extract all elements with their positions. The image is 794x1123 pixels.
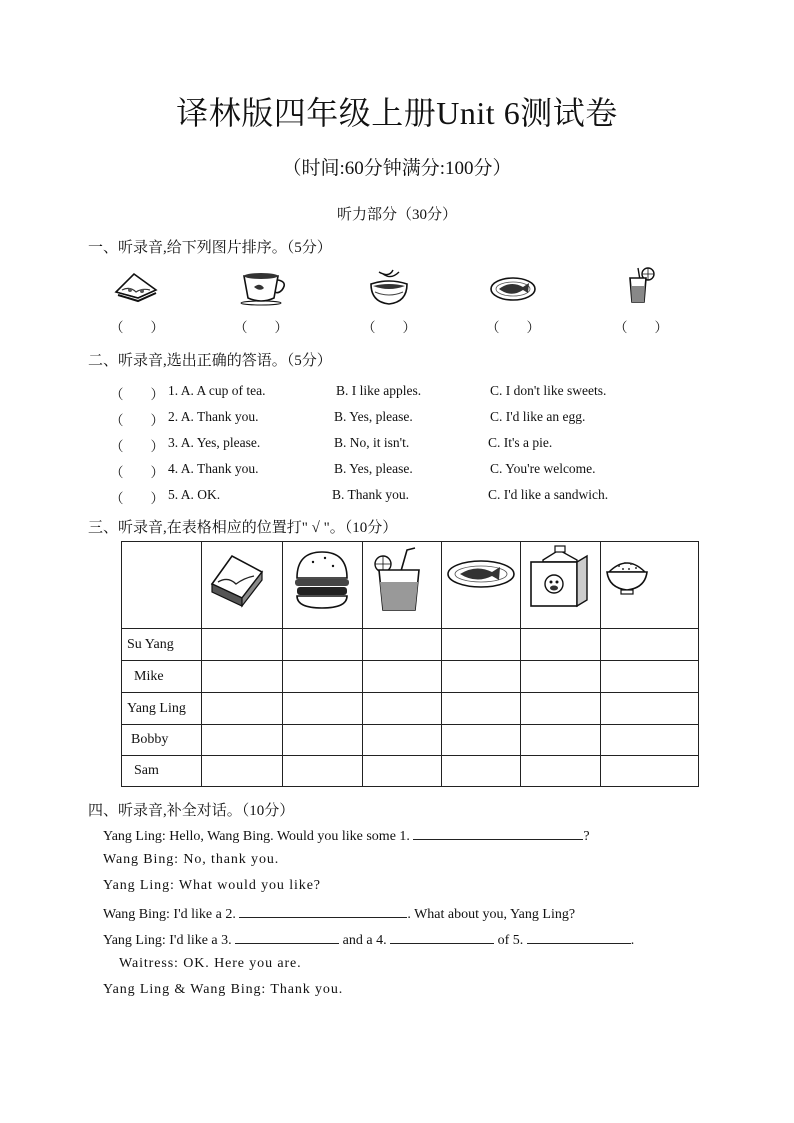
tick-cell[interactable] (363, 756, 442, 787)
food-header-milk (521, 542, 601, 629)
q3-option-c: C. It's a pie. (488, 435, 553, 450)
q3-option-a: 3. A. Yes, please. (168, 435, 261, 450)
answer-bracket-3[interactable]: （ ） (110, 439, 164, 454)
dialogue-text: . What about you, Yang Ling? (407, 907, 576, 922)
q1-option-c: C. I don't like sweets. (490, 383, 607, 398)
dialogue-line-4 (103, 904, 575, 923)
answer-bracket-2[interactable]: （ ） (110, 413, 164, 428)
tick-cell[interactable] (442, 629, 521, 661)
header-blank-cell (122, 542, 202, 629)
q3-option-b: B. No, it isn't. (334, 435, 410, 450)
tick-cell[interactable] (521, 661, 601, 693)
fish-plate-icon (489, 274, 537, 304)
q2-option-a: 2. A. Thank you. (168, 409, 259, 424)
milk-carton-icon (521, 542, 600, 623)
section2-heading: 二、听录音,选出正确的答语。（5分） (88, 353, 332, 369)
food-header-juice (363, 542, 442, 629)
listening-part-title: 听力部分（30分） (336, 207, 457, 223)
blank-1[interactable] (413, 826, 583, 840)
tick-cell[interactable] (521, 756, 601, 787)
tick-cell[interactable] (521, 629, 601, 661)
blank-4[interactable] (390, 930, 494, 944)
dialogue-text: . (630, 933, 635, 948)
q1-option-a: 1. A. A cup of tea. (168, 383, 266, 398)
dialogue-line-6: Waitress: OK. Here you are. (119, 956, 302, 971)
food-header-rice (601, 542, 699, 629)
blank-2[interactable] (239, 904, 407, 918)
student-name: Sam (122, 756, 202, 787)
dialogue-line-5 (103, 930, 634, 949)
tick-cell[interactable] (283, 725, 363, 756)
tick-cell[interactable] (363, 725, 442, 756)
dialogue-line-1 (103, 826, 590, 845)
time-score-info: （时间:60分钟满分:100分） (282, 158, 512, 179)
q5-option-b: B. Thank you. (332, 487, 409, 502)
answer-bracket-4[interactable]: （ ） (110, 465, 164, 480)
picture-order-bracket-2[interactable]: （ ） (234, 320, 288, 335)
fish-plate-icon (442, 542, 520, 623)
q2-option-c: C. I'd like an egg. (490, 409, 586, 424)
dialogue-text: and a 4. (342, 933, 387, 948)
tick-cell[interactable] (202, 725, 283, 756)
juice-glass-icon (626, 266, 656, 306)
tick-cell[interactable] (202, 629, 283, 661)
tick-cell[interactable] (442, 661, 521, 693)
tick-cell[interactable] (202, 661, 283, 693)
food-header-hamburger (283, 542, 363, 629)
q5-option-a: 5. A. OK. (168, 487, 221, 502)
juice-glass-icon (363, 542, 441, 623)
tick-cell[interactable] (283, 661, 363, 693)
q4-option-c: C. You're welcome. (490, 461, 596, 476)
dialogue-text: of 5. (497, 933, 524, 948)
student-name: Su Yang (122, 629, 202, 661)
q1-option-b: B. I like apples. (336, 383, 422, 398)
rice-bowl-icon (601, 542, 698, 623)
tick-cell[interactable] (363, 693, 442, 725)
tick-cell[interactable] (601, 693, 699, 725)
q5-option-c: C. I'd like a sandwich. (488, 487, 609, 502)
q4-option-a: 4. A. Thank you. (168, 461, 259, 476)
tick-cell[interactable] (601, 629, 699, 661)
food-header-sandwich (202, 542, 283, 629)
dialogue-text: Wang Bing: I'd like a 2. (103, 907, 236, 922)
tick-cell[interactable] (601, 756, 699, 787)
dialogue-text: ? (583, 829, 590, 844)
tick-cell[interactable] (283, 693, 363, 725)
dialogue-line-3: Yang Ling: What would you like? (103, 878, 321, 893)
sandwich-icon (112, 268, 160, 304)
tick-cell[interactable] (521, 693, 601, 725)
noodle-bowl-icon (367, 268, 411, 308)
q4-option-b: B. Yes, please. (334, 461, 413, 476)
section4-heading: 四、听录音,补全对话。（10分） (88, 803, 295, 819)
tick-cell[interactable] (202, 693, 283, 725)
tick-cell[interactable] (601, 725, 699, 756)
tick-cell[interactable] (363, 629, 442, 661)
page-title: 译林版四年级上册Unit 6测试卷 (176, 95, 618, 131)
tea-cup-icon (238, 270, 290, 306)
food-header-fish (442, 542, 521, 629)
answer-bracket-1[interactable]: （ ） (110, 387, 164, 402)
student-name: Mike (122, 661, 202, 693)
dialogue-text: Yang Ling: I'd like a 3. (103, 933, 232, 948)
tick-cell[interactable] (363, 661, 442, 693)
food-tick-table (121, 541, 699, 787)
dialogue-line-7: Yang Ling & Wang Bing: Thank you. (103, 982, 344, 997)
tick-cell[interactable] (442, 725, 521, 756)
blank-5[interactable] (527, 930, 631, 944)
dialogue-line-2: Wang Bing: No, thank you. (103, 852, 280, 867)
section3-heading: 三、听录音,在表格相应的位置打" √ "。（10分） (88, 520, 398, 536)
blank-3[interactable] (235, 930, 339, 944)
student-name: Yang Ling (122, 693, 202, 725)
tick-cell[interactable] (202, 756, 283, 787)
q2-option-b: B. Yes, please. (334, 409, 413, 424)
answer-bracket-5[interactable]: （ ） (110, 491, 164, 506)
tick-cell[interactable] (442, 693, 521, 725)
picture-order-bracket-1[interactable]: （ ） (110, 320, 164, 335)
tick-cell[interactable] (283, 629, 363, 661)
tick-cell[interactable] (442, 756, 521, 787)
section1-heading: 一、听录音,给下列图片排序。（5分） (88, 240, 332, 256)
hamburger-icon (283, 542, 362, 623)
sandwich-icon (202, 542, 282, 623)
picture-order-bracket-4[interactable]: （ ） (486, 320, 540, 335)
dialogue-text: Yang Ling: Hello, Wang Bing. Would you like some 1. (103, 829, 410, 844)
picture-order-bracket-3[interactable]: （ ） (362, 320, 416, 335)
tick-cell[interactable] (283, 756, 363, 787)
student-name: Bobby (122, 725, 202, 756)
tick-cell[interactable] (521, 725, 601, 756)
picture-order-bracket-5[interactable]: （ ） (614, 320, 668, 335)
tick-cell[interactable] (601, 661, 699, 693)
